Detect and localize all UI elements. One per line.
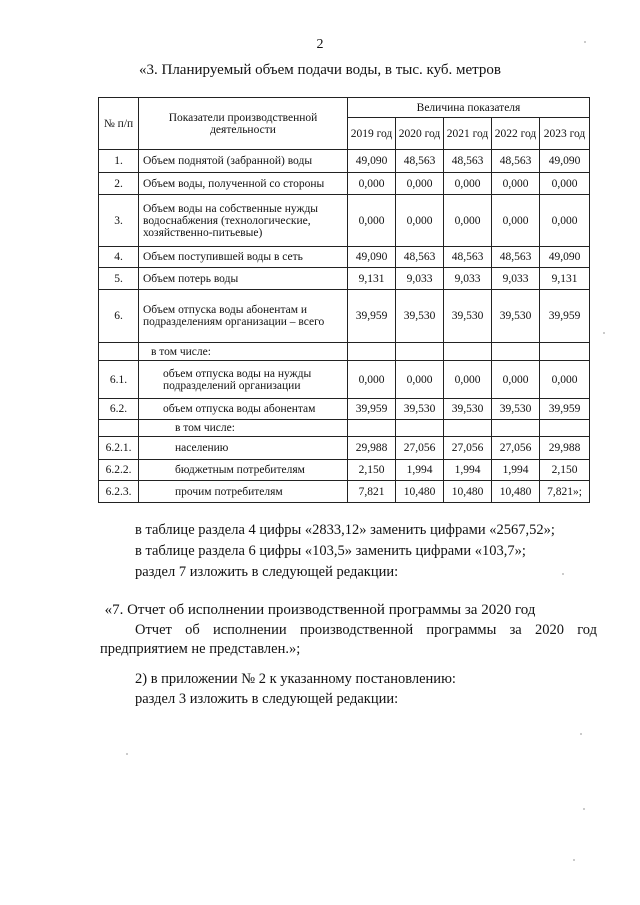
table-row (99, 420, 590, 437)
cell-value: 48,563 (492, 150, 540, 173)
row-label: бюджетным потребителям (139, 460, 348, 481)
cell-value: 29,988 (540, 437, 590, 460)
cell-value: 48,563 (492, 247, 540, 268)
row-number: 4. (99, 247, 139, 268)
scan-speck (584, 41, 586, 43)
table-row (99, 399, 590, 420)
paragraph-section6-change: в таблице раздела 6 цифры «103,5» заменить цифрами «103,7»; (135, 543, 526, 559)
cell-value: 29,988 (348, 437, 396, 460)
header-row (99, 98, 590, 118)
cell-value: 0,000 (396, 173, 444, 195)
cell-value: 39,530 (492, 290, 540, 343)
row-label: прочим потребителям (139, 481, 348, 503)
cell-value (492, 420, 540, 437)
cell-value (396, 343, 444, 361)
cell-value: 49,090 (540, 247, 590, 268)
year-header: 2023 год (540, 118, 590, 150)
row-number: 6.1. (99, 361, 139, 399)
cell-value: 39,959 (540, 290, 590, 343)
cell-value: 2,150 (540, 460, 590, 481)
cell-value: 0,000 (444, 361, 492, 399)
row-label: Объем поднятой (забранной) воды (139, 150, 348, 173)
table-row (99, 437, 590, 460)
table-row (99, 290, 590, 343)
cell-value: 0,000 (348, 195, 396, 247)
cell-value: 0,000 (540, 195, 590, 247)
scan-speck (126, 753, 128, 755)
paragraph-section3-intro: раздел 3 изложить в следующей редакции: (135, 691, 399, 707)
cell-value: 2,150 (348, 460, 396, 481)
cell-value (444, 343, 492, 361)
cell-value (492, 343, 540, 361)
scan-speck (603, 332, 605, 334)
row-number: 5. (99, 268, 139, 290)
cell-value: 39,530 (396, 399, 444, 420)
cell-value: 49,090 (348, 247, 396, 268)
cell-value: 0,000 (540, 361, 590, 399)
cell-value (348, 420, 396, 437)
row-label: Объем воды, полученной со стороны (139, 173, 348, 195)
paragraph-appendix2: 2) в приложении № 2 к указанному постановлению: (135, 671, 456, 687)
cell-value: 48,563 (396, 247, 444, 268)
cell-value: 48,563 (444, 150, 492, 173)
cell-value: 10,480 (492, 481, 540, 503)
cell-value (540, 343, 590, 361)
cell-value: 7,821»; (540, 481, 590, 503)
cell-value: 0,000 (396, 195, 444, 247)
cell-value (348, 343, 396, 361)
row-number: 1. (99, 150, 139, 173)
cell-value: 48,563 (396, 150, 444, 173)
cell-value: 27,056 (396, 437, 444, 460)
cell-value: 0,000 (492, 173, 540, 195)
table-row (99, 361, 590, 399)
row-number (99, 420, 139, 437)
cell-value: 48,563 (444, 247, 492, 268)
cell-value: 9,033 (444, 268, 492, 290)
row-label: населению (139, 437, 348, 460)
cell-value: 0,000 (444, 195, 492, 247)
col-no-header: № п/п (99, 98, 139, 150)
cell-value: 0,000 (492, 361, 540, 399)
row-label: Объем воды на собственные нужды водоснабжения (технологические, хозяйственно-питьевые) (139, 195, 348, 247)
cell-value: 49,090 (540, 150, 590, 173)
row-number: 6.2. (99, 399, 139, 420)
cell-value: 27,056 (444, 437, 492, 460)
cell-value: 9,033 (396, 268, 444, 290)
cell-value: 39,530 (396, 290, 444, 343)
row-number: 2. (99, 173, 139, 195)
cell-value: 10,480 (444, 481, 492, 503)
year-header: 2019 год (348, 118, 396, 150)
cell-value: 0,000 (348, 361, 396, 399)
cell-value: 39,530 (444, 290, 492, 343)
cell-value: 0,000 (492, 195, 540, 247)
cell-value (540, 420, 590, 437)
cell-value: 0,000 (540, 173, 590, 195)
table-row (99, 173, 590, 195)
table-row (99, 343, 590, 361)
row-number (99, 343, 139, 361)
row-label: в том числе: (139, 343, 348, 361)
row-label: Объем потерь воды (139, 268, 348, 290)
table-row (99, 195, 590, 247)
row-label: в том числе: (139, 420, 348, 437)
cell-value: 0,000 (444, 173, 492, 195)
cell-value: 39,959 (540, 399, 590, 420)
cell-value: 0,000 (396, 361, 444, 399)
table-row (99, 268, 590, 290)
row-number: 6.2.1. (99, 437, 139, 460)
cell-value: 7,821 (348, 481, 396, 503)
row-number: 3. (99, 195, 139, 247)
cell-value: 1,994 (492, 460, 540, 481)
table-row (99, 481, 590, 503)
row-label: объем отпуска воды абонентам (139, 399, 348, 420)
cell-value (396, 420, 444, 437)
cell-value: 9,131 (348, 268, 396, 290)
scan-speck (573, 859, 575, 861)
cell-value: 1,994 (396, 460, 444, 481)
cell-value (444, 420, 492, 437)
year-header: 2021 год (444, 118, 492, 150)
cell-value: 9,131 (540, 268, 590, 290)
paragraph-section4-change: в таблице раздела 4 цифры «2833,12» заменить цифрами «2567,52»; (135, 522, 555, 538)
report-line-2: предприятием не представлен.»; (100, 641, 301, 657)
cell-value: 39,530 (492, 399, 540, 420)
row-label: объем отпуска воды на нужды подразделений организации (139, 361, 348, 399)
paragraph-section7-intro: раздел 7 изложить в следующей редакции: (135, 564, 399, 580)
page-number: 2 (316, 37, 324, 52)
scan-speck (562, 573, 564, 575)
cell-value: 10,480 (396, 481, 444, 503)
row-label: Объем отпуска воды абонентам и подразделениям организации – всего (139, 290, 348, 343)
row-label: Объем поступившей воды в сеть (139, 247, 348, 268)
table-row (99, 150, 590, 173)
table-row (99, 247, 590, 268)
scan-speck (583, 808, 585, 810)
table-row (99, 460, 590, 481)
table-heading: «3. Планируемый объем подачи воды, в тыс. куб. метров (138, 62, 502, 78)
cell-value: 39,530 (444, 399, 492, 420)
col-indicator-header: Показатели производственной деятельности (139, 98, 348, 150)
cell-value: 0,000 (348, 173, 396, 195)
year-header: 2020 год (396, 118, 444, 150)
water-supply-table (98, 97, 590, 503)
row-number: 6.2.3. (99, 481, 139, 503)
section7-heading: «7. Отчет об исполнении производственной программы за 2020 год (104, 602, 536, 618)
row-number: 6.2.2. (99, 460, 139, 481)
cell-value: 39,959 (348, 399, 396, 420)
cell-value: 39,959 (348, 290, 396, 343)
year-header: 2022 год (492, 118, 540, 150)
row-number: 6. (99, 290, 139, 343)
scan-speck (580, 733, 582, 735)
cell-value: 49,090 (348, 150, 396, 173)
cell-value: 9,033 (492, 268, 540, 290)
cell-value: 27,056 (492, 437, 540, 460)
report-line-1: Отчет об исполнении производственной программы за 2020 год (135, 622, 597, 638)
cell-value: 1,994 (444, 460, 492, 481)
col-value-header: Величина показателя (348, 98, 590, 118)
